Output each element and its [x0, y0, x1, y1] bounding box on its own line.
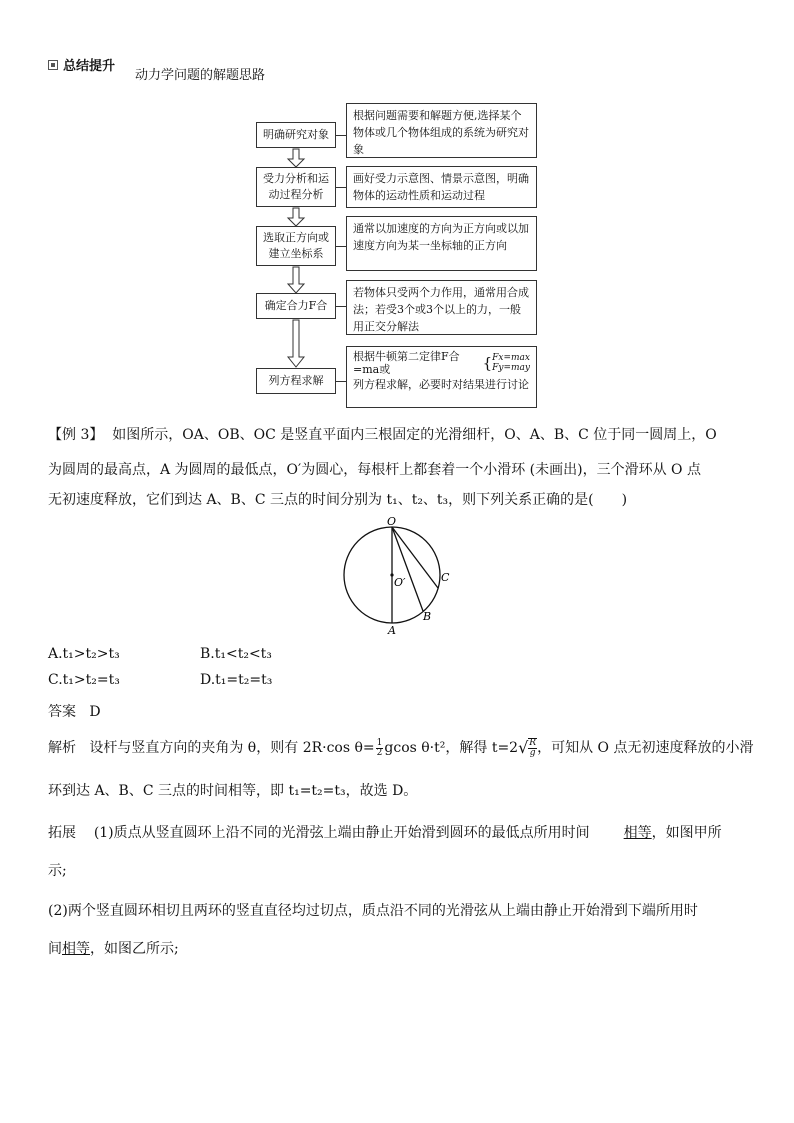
flow-step-2-box — [256, 167, 336, 207]
label-center: O′ — [394, 576, 406, 589]
flow-step-5-system-bottom: Fy=may — [492, 363, 530, 373]
flow-step-5-label: 列方程求解 — [268, 374, 324, 387]
sqrt-expression — [518, 738, 537, 758]
flow-step-5-detail-line2: 列方程求解，必要时对结果进行讨论 — [353, 378, 529, 391]
down-arrow-icon — [284, 148, 308, 168]
analysis-text-1c: ，可知从 O 点无初速度释放的小滑 — [537, 740, 754, 756]
square-bullet-icon — [48, 60, 58, 70]
example-tag: 【例 3】 — [48, 427, 104, 443]
flow-step-3-detail: 通常以加速度的方向为正方向或以加速度方向为某一坐标轴的正方向 — [346, 216, 537, 271]
answer-value: D — [89, 704, 101, 720]
sqrt-numerator: R — [529, 738, 537, 748]
flow-step-5-box — [256, 368, 336, 394]
flow-step-5-detail-line1: 根据牛顿第二定律F合=ma或 — [353, 350, 460, 376]
flow-step-3-label: 选取正方向或建立坐标系 — [263, 231, 329, 260]
connector-line — [336, 381, 346, 382]
extension-line-3: (2)两个竖直圆环相切且两环的竖直直径均过切点，质点沿不同的光滑弦从上端由静止开始滑到下端所用时 — [48, 903, 698, 919]
flow-step-5-detail — [346, 346, 537, 408]
connector-line — [336, 306, 346, 307]
analysis-text-1b: gcos θ·t²，解得 t=2 — [384, 740, 519, 756]
circle-figure — [330, 514, 470, 638]
down-arrow-icon — [284, 266, 308, 294]
brace-icon: { — [482, 353, 493, 372]
answer-line — [48, 703, 101, 721]
extension-p2-fill: 相等 — [62, 941, 90, 957]
example-line-1 — [48, 426, 717, 444]
connector-line — [336, 246, 346, 247]
analysis-line-2: 环到达 A、B、C 三点的时间相等，即 t₁=t₂=t₃，故选 D。 — [48, 783, 418, 799]
sqrt-icon: √ — [518, 738, 529, 757]
answer-label: 答案 — [48, 704, 76, 720]
label-A: A — [388, 624, 396, 637]
down-arrow-icon — [284, 319, 308, 368]
section-subtitle: 动力学问题的解题思路 — [135, 68, 266, 83]
label-O: O — [387, 515, 397, 528]
flow-step-5-system-top: Fx=max — [492, 353, 530, 363]
flow-step-1-label: 明确研究对象 — [263, 128, 329, 141]
fraction-denominator: 2 — [376, 747, 383, 758]
flow-step-4-label: 确定合力F合 — [264, 299, 328, 312]
sqrt-denominator: g — [529, 748, 536, 758]
connector-line — [336, 135, 346, 136]
flow-step-4-box — [256, 293, 336, 319]
fraction-numerator: 1 — [376, 737, 383, 748]
extension-p1-fill: 相等 — [623, 825, 652, 841]
label-B: B — [423, 610, 432, 623]
option-b: B.t₁<t₂<t₃ — [200, 646, 272, 662]
flow-step-4-detail: 若物体只受两个力作用，通常用合成法；若受3个或3个以上的力，一般用正交分解法 — [346, 280, 537, 335]
extension-line-2: 示; — [48, 863, 67, 879]
connector-line — [336, 187, 346, 188]
analysis-label: 解析 — [48, 740, 76, 756]
analysis-line-1 — [48, 738, 753, 758]
rod-OB — [392, 527, 423, 611]
analysis-text-1a: 设杆与竖直方向的夹角为 θ，则有 2R·cos θ= — [89, 740, 375, 756]
section-header — [48, 55, 115, 74]
option-c: C.t₁>t₂=t₃ — [48, 672, 120, 688]
extension-line-4 — [48, 940, 179, 958]
example-line-2: 为圆周的最高点，A 为圆周的最低点，O′为圆心，每根杆上都套着一个小滑环 (未画出)，三个滑环从 O 点 — [48, 462, 701, 478]
flow-step-2-detail: 画好受力示意图、情景示意图，明确物体的运动性质和运动过程 — [346, 166, 537, 208]
extension-p2-prefix: 间 — [48, 941, 62, 957]
flow-step-3-box — [256, 226, 336, 266]
fraction-half — [376, 739, 384, 758]
extension-p1-text-b: ，如图甲所 — [651, 825, 722, 841]
down-arrow-icon — [284, 207, 308, 227]
section-title: 总结提升 — [63, 59, 116, 74]
extension-p1-text: (1)质点从竖直圆环上沿不同的光滑弦上端由静止开始滑到圆环的最低点所用时间 — [93, 825, 590, 841]
flow-step-2-label: 受力分析和运动过程分析 — [263, 172, 329, 201]
extension-p2-text-c: ，如图乙所示; — [90, 941, 179, 957]
example-text-1: 如图所示，OA、OB、OC 是竖直平面内三根固定的光滑细杆，O、A、B、C 位于同一圆周上，O — [112, 427, 717, 443]
example-line-3: 无初速度释放，它们到达 A、B、C 三点的时间分别为 t₁、t₂、t₃，则下列关系正确的是( ) — [48, 492, 628, 508]
extension-line-1 — [48, 824, 722, 842]
option-d: D.t₁=t₂=t₃ — [200, 672, 273, 688]
flow-step-1-detail: 根据问题需要和解题方便,选择某个物体或几个物体组成的系统为研究对象 — [346, 103, 537, 158]
extension-label: 拓展 — [48, 825, 76, 841]
flow-step-1-box — [256, 122, 336, 148]
option-a: A.t₁>t₂>t₃ — [48, 646, 120, 662]
label-C: C — [441, 571, 450, 584]
